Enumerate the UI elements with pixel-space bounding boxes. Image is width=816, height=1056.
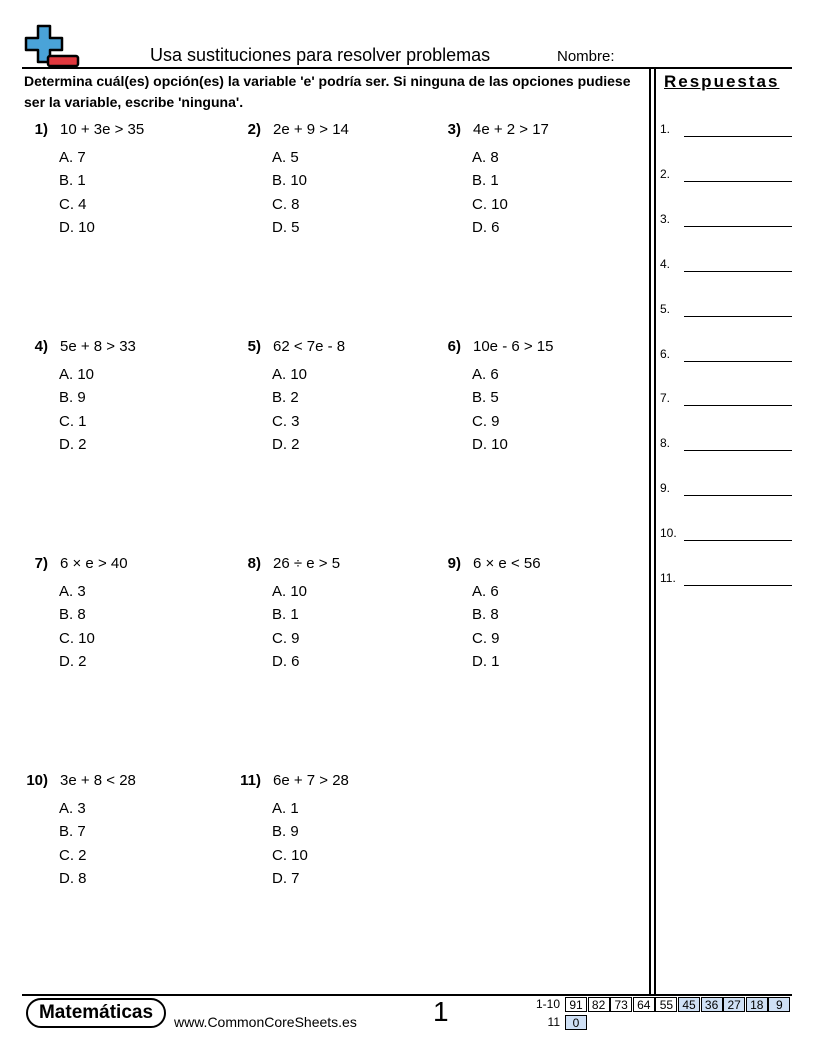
problem [237, 338, 437, 458]
answer-option: B. 8 [59, 606, 86, 624]
answer-row [660, 526, 792, 544]
score-cell: 82 [588, 997, 610, 1012]
answer-number: 7. [660, 391, 671, 406]
answer-option: D. 8 [59, 869, 87, 887]
answer-option: C. 10 [472, 195, 508, 213]
problem-number: 1) [34, 121, 48, 138]
score-cell: 18 [746, 997, 768, 1012]
answer-blank[interactable] [684, 226, 792, 227]
answer-option: A. 5 [272, 149, 299, 166]
problem-number: 8) [247, 555, 261, 572]
answer-option: D. 6 [472, 218, 500, 236]
option-list [272, 797, 308, 890]
option-list [272, 580, 307, 673]
problem [24, 121, 224, 241]
option-list [472, 363, 508, 456]
problem-inequality: 5e + 8 > 33 [60, 338, 136, 355]
problem [437, 555, 637, 675]
answer-blank[interactable] [684, 585, 792, 586]
answer-option: B. 1 [59, 172, 86, 190]
answer-number: 6. [660, 346, 671, 361]
problem-inequality: 4e + 2 > 17 [473, 121, 549, 138]
answer-option: D. 2 [59, 435, 87, 453]
problem-inequality: 26 ÷ e > 5 [273, 555, 341, 572]
answer-option: C. 2 [59, 846, 87, 864]
problem-number: 11) [240, 772, 261, 789]
option-list [472, 146, 508, 239]
answer-option: B. 5 [472, 389, 499, 407]
answer-option: B. 8 [472, 606, 499, 624]
answer-row [660, 391, 792, 409]
score-cell: 36 [701, 997, 723, 1012]
answer-row [660, 122, 792, 140]
header-divider [22, 67, 792, 69]
option-list [272, 363, 307, 456]
answer-option: C. 4 [59, 195, 87, 213]
problem-inequality: 10 + 3e > 35 [60, 121, 145, 138]
answer-option: B. 9 [59, 389, 86, 407]
answer-option: B. 1 [272, 606, 299, 624]
answer-option: A. 10 [272, 583, 308, 600]
answer-number: 11. [660, 571, 676, 585]
instructions: Determina cuál(es) opción(es) la variable 'e' podría ser. Si ninguna de las opciones pudiese ser la variable, escribe 'ninguna'. [24, 73, 631, 110]
option-list [272, 146, 307, 239]
score-row-label: 1-10 [535, 997, 560, 1011]
answer-option: B. 10 [272, 172, 308, 190]
answer-option: C. 9 [272, 629, 300, 647]
option-list [59, 363, 94, 456]
score-cell: 27 [723, 997, 745, 1012]
problem-inequality: 6 × e < 56 [473, 555, 541, 572]
option-list [472, 580, 500, 673]
option-list [59, 146, 95, 239]
problem-number: 9) [447, 555, 461, 572]
footer-divider [22, 994, 792, 996]
answer-option: C. 3 [272, 412, 300, 430]
score-cell: 55 [655, 997, 677, 1012]
problem-number: 5) [247, 338, 261, 355]
problem-inequality: 10e - 6 > 15 [473, 338, 554, 355]
answer-blank[interactable] [684, 540, 792, 541]
answer-option: D. 2 [59, 652, 87, 670]
score-cell: 91 [565, 997, 587, 1012]
answer-row [660, 436, 792, 454]
answers-title: Respuestas [664, 72, 780, 91]
answer-number: 2. [660, 166, 671, 181]
problem [24, 555, 224, 675]
page-number: 1 [433, 996, 449, 1027]
problem-number: 10) [26, 772, 48, 789]
score-cell: 73 [610, 997, 632, 1012]
answer-option: B. 2 [272, 389, 299, 407]
answer-option: D. 7 [272, 869, 300, 887]
problem-number: 7) [34, 555, 48, 572]
answer-number: 1. [660, 122, 671, 136]
answer-option: A. 8 [472, 149, 499, 166]
name-label: Nombre: [557, 48, 615, 65]
problem [24, 338, 224, 458]
answer-number: 9. [660, 481, 671, 496]
answer-option: C. 9 [472, 629, 500, 647]
answer-blank[interactable] [684, 405, 792, 406]
answer-row [660, 302, 792, 320]
answer-row [660, 481, 792, 499]
answer-option: C. 1 [59, 412, 87, 430]
problem-number: 6) [447, 338, 461, 355]
answer-option: C. 9 [472, 412, 500, 430]
answer-blank[interactable] [684, 136, 792, 137]
answer-blank[interactable] [684, 361, 792, 362]
answer-row [660, 212, 792, 230]
answer-option: A. 1 [272, 800, 299, 817]
answer-option: D. 5 [272, 218, 300, 236]
answer-number: 10. [660, 526, 677, 541]
answer-option: D. 10 [59, 218, 95, 236]
problem [237, 121, 437, 241]
answer-option: A. 6 [472, 583, 499, 600]
problem-inequality: 6 × e > 40 [60, 555, 128, 572]
score-cell: 9 [768, 997, 790, 1012]
answer-option: A. 10 [272, 366, 308, 383]
answer-option: C. 8 [272, 195, 300, 213]
problem-number: 2) [247, 121, 261, 138]
answer-option: A. 6 [472, 366, 499, 383]
answer-blank[interactable] [684, 450, 792, 451]
problem [237, 772, 437, 892]
answer-option: A. 7 [59, 149, 86, 166]
problem-inequality: 2e + 9 > 14 [273, 121, 349, 138]
answer-row [660, 571, 792, 589]
answer-option: C. 10 [272, 846, 308, 864]
option-list [59, 797, 87, 890]
answer-option: B. 7 [59, 823, 86, 841]
answer-option: D. 1 [472, 652, 500, 670]
answer-number: 3. [660, 211, 671, 226]
answer-option: C. 10 [59, 629, 95, 647]
problem-inequality: 6e + 7 > 28 [273, 772, 349, 789]
plus-minus-logo-icon [24, 24, 80, 68]
problem [437, 121, 637, 241]
answer-option: A. 10 [59, 366, 95, 383]
answer-blank[interactable] [684, 316, 792, 317]
problem-inequality: 62 < 7e - 8 [273, 338, 346, 355]
score-cell: 45 [678, 997, 700, 1012]
answer-option: D. 6 [272, 652, 300, 670]
answer-number: 4. [660, 256, 671, 271]
answer-option: D. 10 [472, 435, 508, 453]
score-cell: 64 [633, 997, 655, 1012]
worksheet-title: Usa sustituciones para resolver problemas [150, 45, 491, 65]
brand-logo: Matemáticas [26, 998, 166, 1028]
answer-column-divider [649, 67, 651, 995]
answer-number: 8. [660, 436, 671, 451]
answer-row [660, 257, 792, 275]
answer-blank[interactable] [684, 495, 792, 496]
answer-option: D. 2 [272, 435, 300, 453]
answer-option: A. 3 [59, 800, 86, 817]
answer-row [660, 167, 792, 185]
answer-blank[interactable] [684, 181, 792, 182]
answer-row [660, 347, 792, 365]
answer-blank[interactable] [684, 271, 792, 272]
score-cell: 0 [565, 1015, 587, 1030]
problem [437, 338, 637, 458]
answer-option: B. 9 [272, 823, 299, 841]
option-list [59, 580, 95, 673]
problem-number: 3) [447, 121, 461, 138]
problem [237, 555, 437, 675]
problem [24, 772, 224, 892]
problem-number: 4) [34, 338, 48, 355]
score-row-label: 11 [547, 1015, 560, 1029]
answer-column-divider [654, 67, 656, 995]
site-url: www.CommonCoreSheets.es [174, 1014, 357, 1030]
answer-option: A. 3 [59, 583, 86, 600]
answer-option: B. 1 [472, 172, 499, 190]
answer-number: 5. [660, 301, 671, 316]
problem-inequality: 3e + 8 < 28 [60, 772, 136, 789]
